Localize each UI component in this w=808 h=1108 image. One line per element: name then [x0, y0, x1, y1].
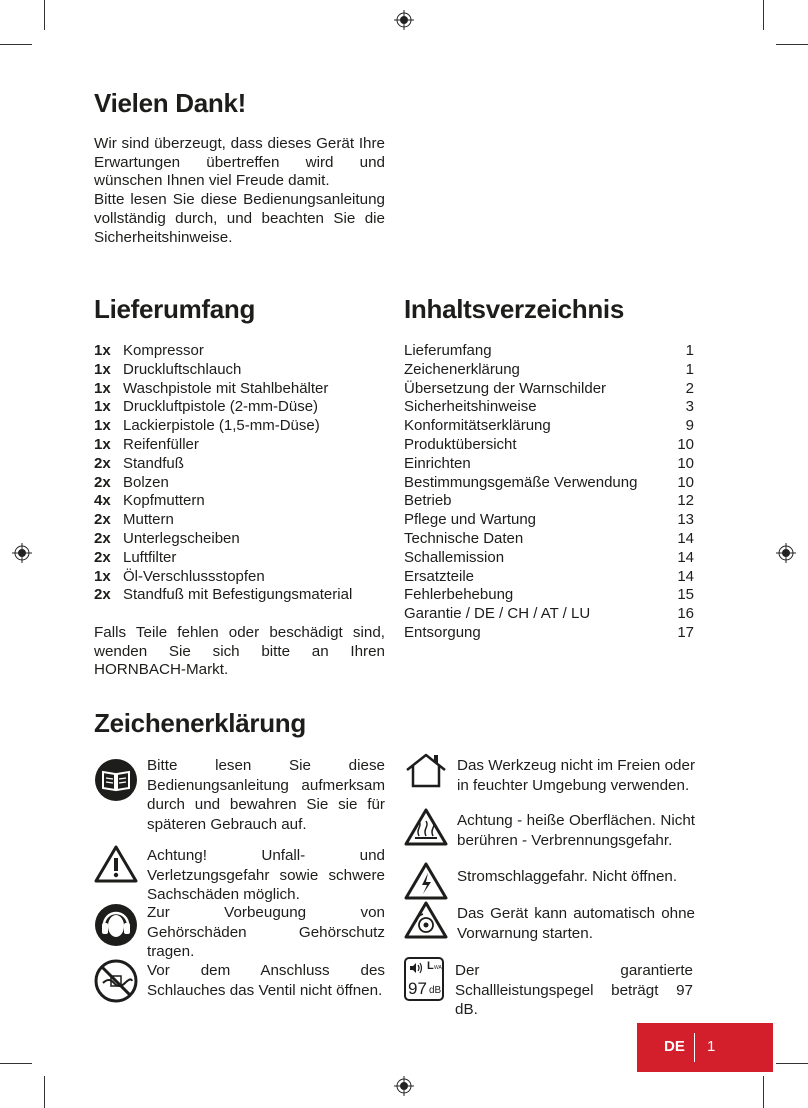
scope-list	[94, 342, 352, 605]
sound-sublabel: WA	[434, 965, 442, 971]
missing-parts-note: Falls Teile fehlen oder beschädigt sind, wenden Sie sich bitte an Ihren HORNBACH-Markt.	[94, 624, 385, 679]
crop-mark	[776, 44, 808, 45]
automatic-start-icon	[404, 900, 448, 940]
registration-mark-icon	[12, 543, 32, 563]
symbol-text: Der garantierte Schallleistungspegel beträgt 97 dB.	[455, 962, 693, 1018]
scope-item: 2x Muttern	[94, 511, 174, 529]
symbol-row	[404, 756, 695, 795]
toc-entry[interactable]: Ersatzteile 14	[404, 567, 694, 585]
indoor-use-icon	[404, 752, 448, 788]
symbol-text: Achtung - heiße Oberflächen. Nicht berühren - Verbrennungsgefahr.	[457, 812, 695, 849]
sound-label: L	[427, 960, 434, 972]
registration-mark-icon	[776, 543, 796, 563]
toc-entry[interactable]: Pflege und Wartung 13	[404, 511, 694, 529]
symbol-text: Stromschlaggefahr. Nicht öffnen.	[457, 868, 678, 885]
symbol-text: Das Werkzeug nicht im Freien oder in feuchter Umgebung verwenden.	[457, 757, 695, 794]
language-label: DE	[664, 1038, 685, 1055]
symbols-title: Zeichenerklärung	[94, 708, 306, 738]
toc-entry[interactable]: Garantie / DE / CH / AT / LU 16	[404, 605, 694, 623]
sound-power-icon	[404, 957, 444, 1001]
page-number: 1	[707, 1038, 716, 1055]
symbol-text: Achtung! Unfall- und Verletzungsgefahr sowie schwere Sachschäden möglich.	[147, 847, 385, 903]
toc-entry[interactable]: Technische Daten 14	[404, 529, 694, 547]
crop-mark	[763, 1076, 764, 1108]
toc-entry[interactable]: Lieferumfang 1	[404, 342, 694, 359]
toc-entry[interactable]: Fehlerbehebung 15	[404, 586, 694, 604]
scope-item: 1x Reifenfüller	[94, 435, 199, 453]
crop-mark	[0, 1063, 32, 1064]
read-manual-icon	[94, 758, 138, 802]
warning-icon	[94, 844, 138, 884]
toc-entry[interactable]: Einrichten 10	[404, 454, 694, 472]
registration-mark-icon	[394, 1076, 414, 1096]
toc-entry[interactable]: Entsorgung 17	[404, 623, 694, 641]
sound-unit: dB	[429, 985, 442, 996]
thanks-text	[94, 135, 385, 247]
scope-item: 2x Unterlegscheiben	[94, 529, 240, 547]
toc-entry[interactable]: Übersetzung der Warnschilder 2	[404, 379, 694, 397]
thanks-paragraph: Wir sind überzeugt, dass dieses Gerät Ihre Erwartungen übertreffen wird und wünschen Ihnen viel Freude damit.	[94, 135, 385, 190]
scope-item: 1x Druckluftpistole (2-mm-Düse)	[94, 398, 319, 416]
toc-title: Inhaltsverzeichnis	[404, 294, 625, 324]
crop-mark	[44, 1076, 45, 1108]
toc-entry[interactable]: Zeichenerklärung 1	[404, 360, 694, 378]
toc-entry[interactable]: Sicherheitshinweise 3	[404, 398, 694, 416]
scope-item: 1x Kompressor	[94, 342, 204, 359]
scope-item: 1x Druckluftschlauch	[94, 360, 242, 378]
scope-item: 2x Standfuß	[94, 454, 184, 472]
tab-divider	[694, 1033, 695, 1062]
scope-title: Lieferumfang	[94, 294, 256, 324]
crop-mark	[763, 0, 764, 30]
symbol-text: Das Gerät kann automatisch ohne Vorwarnung starten.	[457, 905, 695, 942]
symbol-text: Bitte lesen Sie diese Bedienungsanleitung aufmerksam durch und bewahren Sie sie für späteren Gebrauch auf.	[147, 757, 385, 833]
symbol-row	[94, 756, 385, 834]
scope-item: 2x Luftfilter	[94, 548, 177, 566]
crop-mark	[44, 0, 45, 30]
symbol-row	[404, 904, 695, 943]
toc-entry[interactable]: Schallemission 14	[404, 548, 694, 566]
symbol-row	[94, 961, 385, 1003]
scope-item: 2x Standfuß mit Befestigungsmaterial	[94, 586, 353, 604]
symbol-row	[94, 846, 385, 905]
sound-value: 97	[408, 979, 427, 998]
symbol-row	[404, 811, 695, 850]
ear-protection-icon	[94, 903, 138, 947]
toc-list	[404, 342, 694, 643]
scope-item: 4x Kopfmuttern	[94, 492, 205, 510]
symbol-row	[94, 903, 385, 962]
toc-entry[interactable]: Betrieb 12	[404, 492, 694, 510]
thanks-paragraph: Bitte lesen Sie diese Bedienungsanleitung vollständig durch, und beachten Sie die Sicherheitshinweise.	[94, 191, 385, 246]
crop-mark	[776, 1063, 808, 1064]
symbol-row	[404, 867, 695, 901]
symbol-row	[404, 961, 693, 1020]
speaker-icon	[409, 962, 423, 974]
toc-entry[interactable]: Konformitätserklärung 9	[404, 417, 694, 435]
symbol-text: Vor dem Anschluss des Schlauches das Ventil nicht öffnen.	[147, 962, 385, 999]
scope-item: 1x Öl-Verschlussstopfen	[94, 567, 265, 585]
hot-surface-icon	[404, 807, 448, 847]
electric-shock-icon	[404, 861, 448, 901]
no-open-valve-icon	[94, 959, 138, 1003]
scope-item: 1x Lackierpistole (1,5-mm-Düse)	[94, 417, 320, 435]
language-page-tab	[637, 1023, 773, 1072]
scope-item: 2x Bolzen	[94, 473, 169, 491]
thanks-title: Vielen Dank!	[94, 88, 246, 118]
symbol-text: Zur Vorbeugung von Gehörschäden Gehörschutz tragen.	[147, 904, 385, 960]
registration-mark-icon	[394, 10, 414, 30]
toc-entry[interactable]: Produktübersicht 10	[404, 435, 694, 453]
toc-entry[interactable]: Bestimmungsgemäße Verwendung 10	[404, 473, 694, 491]
crop-mark	[0, 44, 32, 45]
scope-item: 1x Waschpistole mit Stahlbehälter	[94, 379, 329, 397]
